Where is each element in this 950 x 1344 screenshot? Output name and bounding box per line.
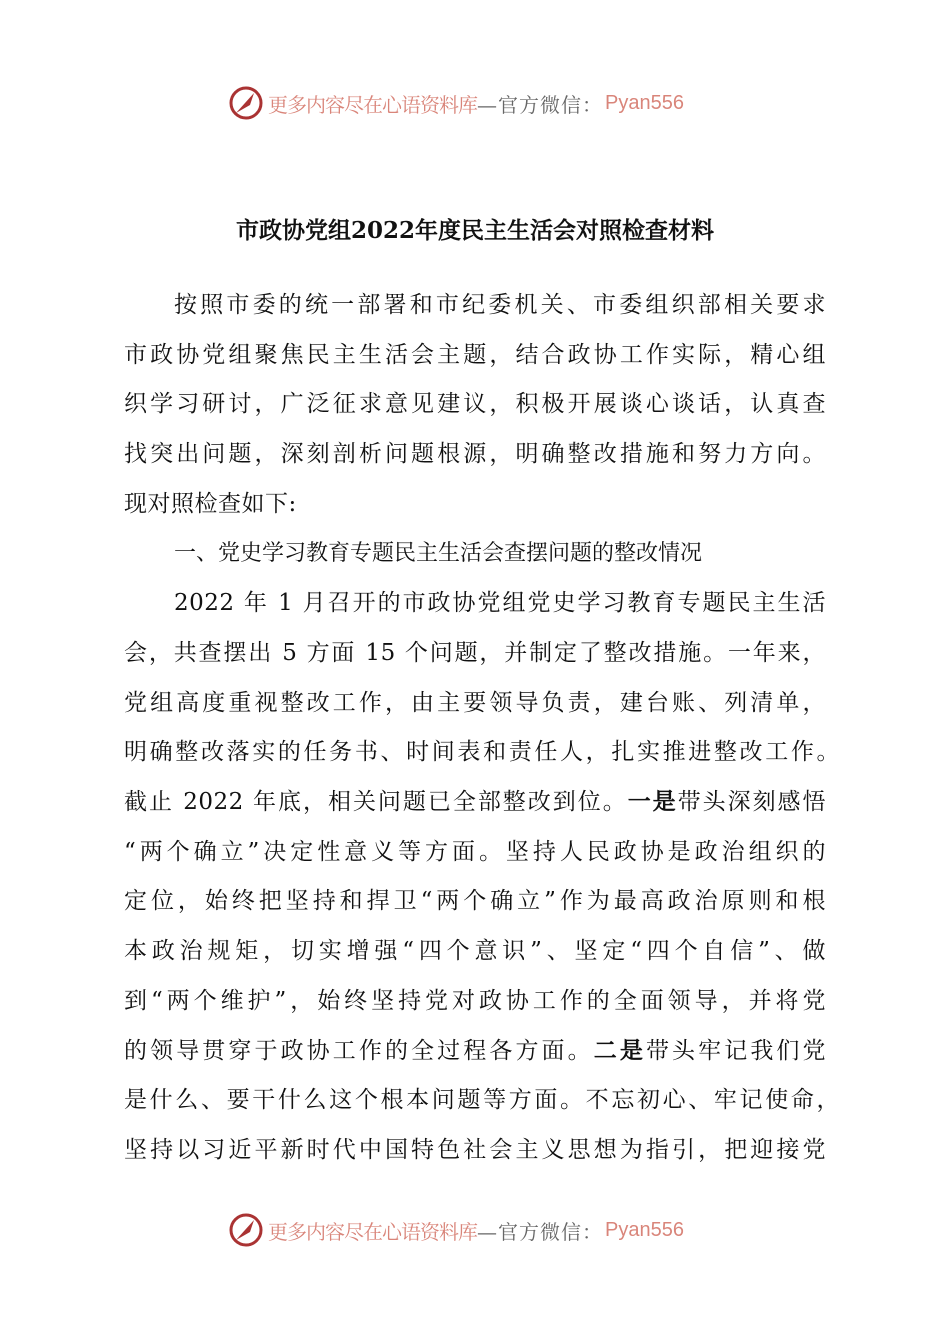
text-segment: 2022 年 1 月召开的市政协党组党史学习教育专题民主生活 [174,590,826,617]
document-title: 市政协党组2022年度民主生活会对照检查材料 [235,217,714,244]
paragraph-line [124,835,826,869]
text-segment: 找突出问题，深刻剖析问题根源，明确整改措施和努力方向。 [124,441,826,468]
watermark-text: 更多内容尽在心语资料库 [268,92,477,117]
paragraph-line [124,785,826,819]
watermark-wechat-label: —官方微信： [477,92,603,117]
text-segment: 党组高度重视整改工作，由主要领导负责，建台账、列清单， [124,689,826,716]
watermark-wechat-label: —官方微信： [477,1219,603,1244]
text-segment: 定位，始终把坚持和捍卫“两个确立”作为最高政治原则和根 [124,888,826,915]
paragraph-line [124,884,826,918]
text-segment: 明确整改落实的任务书、时间表和责任人，扎实推进整改工作。 [124,739,840,766]
text-segment: 会，共查摆出 5 方面 15 个问题，并制定了整改措施。一年来， [124,639,826,666]
watermark-text: 更多内容尽在心语资料库 [268,1219,477,1244]
section-heading [174,537,826,571]
text-segment: 一、党史学习教育专题民主生活会查摆问题的整改情况 [174,540,703,566]
text-segment: 按照市委的统一部署和市纪委机关、市委组织部相关要求 [174,292,826,318]
paragraph-line [124,1083,840,1117]
paragraph-line [124,1133,826,1167]
bold-marker: 一是 [627,789,678,815]
quill-logo-icon [228,85,264,121]
paragraph-line [124,934,826,968]
paragraph-line [174,288,826,322]
text-segment: 带头深刻感悟 [677,789,827,815]
watermark-wechat-id: Pyan556 [605,1218,684,1241]
text-segment: 市政协党组聚焦民主生活会主题，结合政协工作实际，精心组 [124,341,826,368]
bold-marker: 二是 [593,1037,646,1064]
paragraph-line [124,487,826,521]
paragraph-line [124,735,840,769]
paragraph-line [174,586,826,620]
text-segment: 的领导贯穿于政协工作的全过程各方面。 [124,1037,594,1064]
quill-logo-icon [228,1212,264,1248]
text-segment: 现对照检查如下: [124,490,297,517]
text-segment: 是什么、要干什么这个根本问题等方面。不忘初心、牢记使命， [124,1087,840,1114]
paragraph-line [124,437,826,471]
watermark-footer [228,1212,728,1248]
watermark-wechat-id: Pyan556 [605,91,684,114]
paragraph-line [124,1034,826,1068]
text-segment: 本政治规矩，切实增强“四个意识”、坚定“四个自信”、做 [124,938,826,965]
paragraph-line [124,686,826,720]
paragraph-line [124,636,826,670]
paragraph-line [124,984,826,1018]
text-segment: “两个确立”决定性意义等方面。坚持人民政协是政治组织的 [124,838,826,865]
watermark-header [228,85,728,121]
text-segment: 带头牢记我们党 [645,1037,827,1064]
paragraph-line [124,338,826,372]
paragraph-line [124,387,826,421]
text-segment: 织学习研讨，广泛征求意见建议，积极开展谈心谈话，认真查 [124,391,826,418]
text-segment: 截止 2022 年底，相关问题已全部整改到位。 [124,789,628,815]
text-segment: 到“两个维护”，始终坚持党对政协工作的全面领导，并将党 [124,987,826,1014]
text-segment: 坚持以习近平新时代中国特色社会主义思想为指引，把迎接党 [124,1136,826,1163]
